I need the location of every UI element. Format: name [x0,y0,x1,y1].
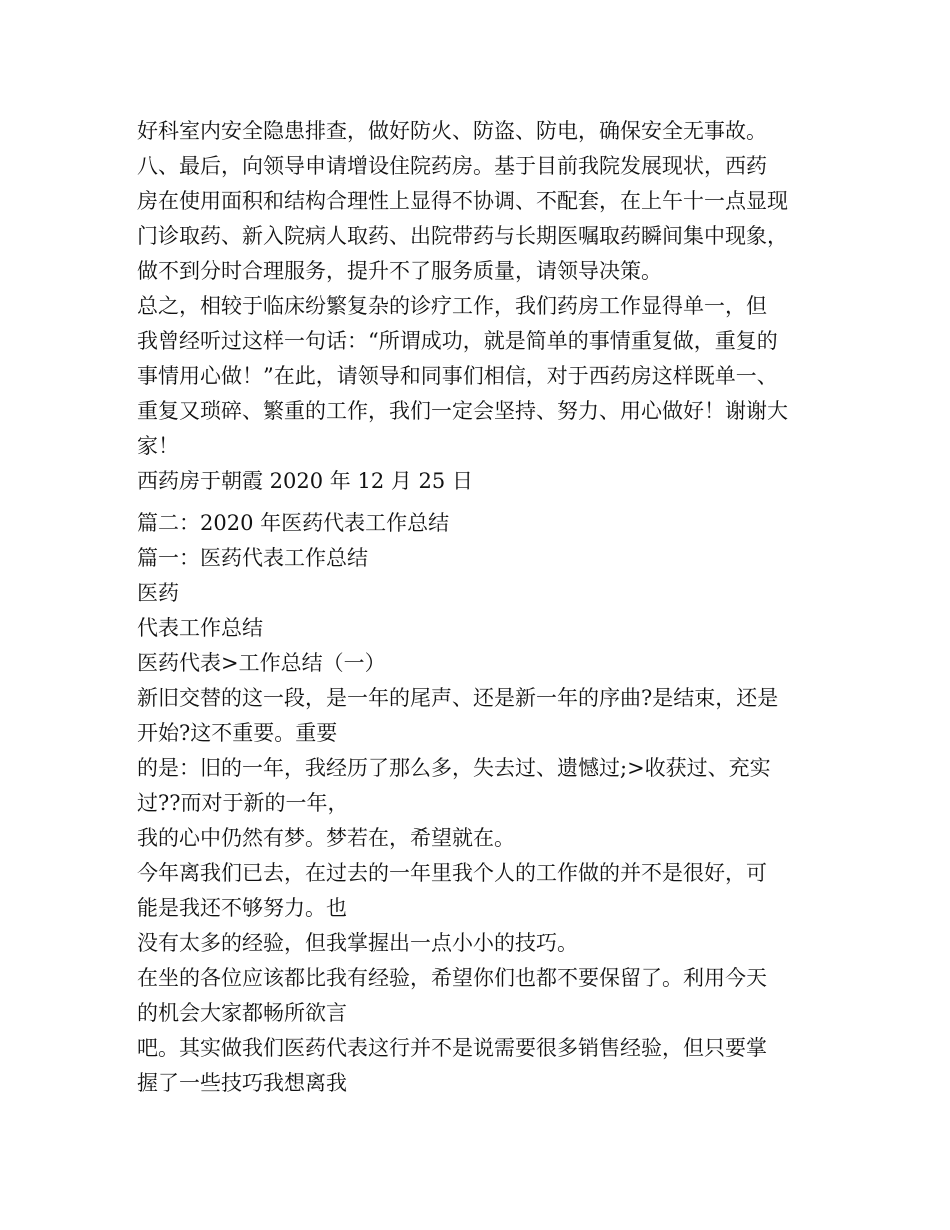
text-line: 没有太多的经验，但我掌握出一点小小的技巧。 [137,931,578,955]
text-line: 医药 [137,581,179,605]
text-line: 我曾经听过这样一句话：“所谓成功，就是简单的事情重复做，重复的 [137,329,778,353]
text-line: 重复又琐碎、繁重的工作，我们一定会坚持、努力、用心做好！谢谢大 [137,399,788,423]
text-line: 八、最后，向领导申请增设住院药房。基于目前我院发展现状，西药 [137,154,767,178]
sub-heading: 篇一：医药代表工作总结 [137,546,368,570]
text-line: 新旧交替的这一段，是一年的尾声、还是新一年的序曲?是结束，还是 [137,686,779,710]
text-line: 门诊取药、新入院病人取药、出院带药与长期医嘱取药瞬间集中现象， [137,224,788,248]
text-line: 事情用心做！”在此，请领导和同事们相信，对于西药房这样既单一、 [137,364,778,388]
signature-date-line: 西药房于朝霞 2020 年 12 月 25 日 [137,469,473,493]
section-heading: 篇二：2020 年医药代表工作总结 [137,511,450,535]
text-line: 开始?这不重要。重要 [137,721,338,745]
text-line: 家！ [137,434,179,458]
text-line: 总之，相较于临床纷繁复杂的诊疗工作，我们药房工作显得单一，但 [137,294,767,318]
text-line: 我的心中仍然有梦。梦若在，希望就在。 [137,826,515,850]
text-line: 今年离我们已去，在过去的一年里我个人的工作做的并不是很好，可 [137,861,767,885]
text-line: 能是我还不够努力。也 [137,896,347,920]
text-line: 的是：旧的一年，我经历了那么多，失去过、遗憾过;>收获过、充实 [137,756,771,780]
text-line: 的机会大家都畅所欲言 [137,1001,347,1025]
text-line: 做不到分时合理服务，提升不了服务质量，请领导决策。 [137,259,662,283]
text-line: 握了一些技巧我想离我 [137,1071,347,1095]
text-line: 好科室内安全隐患排查，做好防火、防盗、防电，确保安全无事故。 [137,119,767,143]
text-line: 代表工作总结 [137,616,263,640]
text-line: 房在使用面积和结构合理性上显得不协调、不配套，在上午十一点显现 [137,189,788,213]
text-line: 吧。其实做我们医药代表这行并不是说需要很多销售经验，但只要掌 [137,1036,767,1060]
text-line: 在坐的各位应该都比我有经验，希望你们也都不要保留了。利用今天 [137,966,767,990]
text-line: 过??而对于新的一年， [137,791,349,815]
text-line: 医药代表>工作总结（一） [137,651,386,675]
